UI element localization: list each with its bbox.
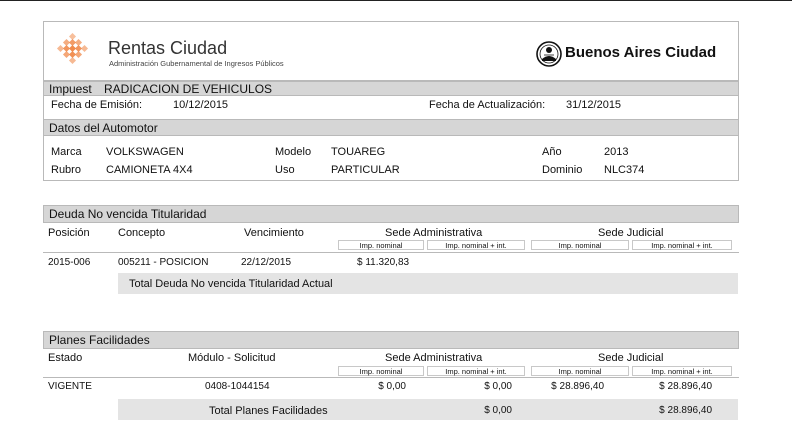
planes-title: Planes Facilidades	[49, 333, 150, 347]
uso-label: Uso	[275, 164, 295, 176]
planes-col-sede-admin: Sede Administrativa	[385, 352, 483, 364]
rubro-label: Rubro	[51, 164, 81, 176]
dominio-label: Dominio	[542, 164, 583, 176]
planes-col-modulo: Módulo - Solicitud	[188, 352, 276, 364]
org-subtitle: Administración Gubernamental de Ingresos Públicos	[109, 59, 284, 68]
fecha-emision-label: Fecha de Emisión:	[51, 99, 143, 111]
deuda-row-concepto: 005211 - POSICION	[118, 257, 209, 268]
top-rule	[0, 0, 792, 1]
planes-sub-judicial-nominal: Imp. nominal	[531, 366, 629, 376]
fecha-actualizacion-label: Fecha de Actualización:	[429, 99, 546, 111]
deuda-row-divider	[43, 252, 739, 253]
planes-row-admin-nominal: $ 0,00	[378, 381, 406, 392]
deuda-sub-judicial-nominal: Imp. nominal	[531, 240, 629, 250]
deuda-sub-admin-nominal: Imp. nominal	[338, 240, 424, 250]
planes-row-admin-nominal-int: $ 0,00	[484, 381, 512, 392]
deuda-sub-admin-nominal-int: Imp. nominal + int.	[427, 240, 525, 250]
city-name: Buenos Aires Ciudad	[565, 44, 717, 61]
impuesto-label: Impuest	[49, 82, 92, 96]
deuda-sub-judicial-nominal-int: Imp. nominal + int.	[632, 240, 732, 250]
impuesto-value: RADICACION DE VEHICULOS	[104, 82, 273, 96]
deuda-row-admin-nominal: $ 11.320,83	[357, 257, 410, 268]
planes-row-judicial-nominal-int: $ 28.896,40	[659, 381, 712, 392]
automotor-title: Datos del Automotor	[49, 121, 158, 135]
deuda-col-posicion: Posición	[48, 227, 90, 239]
planes-total-admin: $ 0,00	[484, 405, 512, 416]
modelo-value: TOUAREG	[331, 146, 386, 158]
deuda-col-sede-admin: Sede Administrativa	[385, 227, 483, 239]
deuda-col-concepto: Concepto	[118, 227, 166, 239]
planes-total-label: Total Planes Facilidades	[209, 405, 328, 417]
planes-sub-admin-nominal: Imp. nominal	[338, 366, 424, 376]
uso-value: PARTICULAR	[331, 164, 400, 176]
deuda-col-sede-judicial: Sede Judicial	[598, 227, 664, 239]
planes-sub-admin-nominal-int: Imp. nominal + int.	[427, 366, 525, 376]
fecha-actualizacion-value: 31/12/2015	[566, 99, 622, 111]
rubro-value: CAMIONETA 4X4	[106, 164, 193, 176]
city-seal-icon	[536, 41, 562, 67]
deuda-row-vencimiento: 22/12/2015	[241, 257, 292, 268]
marca-label: Marca	[51, 146, 82, 158]
deuda-col-vencimiento: Vencimiento	[244, 227, 304, 239]
dominio-value: NLC374	[604, 164, 645, 176]
modelo-label: Modelo	[275, 146, 312, 158]
anio-value: 2013	[604, 146, 629, 158]
marca-value: VOLKSWAGEN	[106, 146, 184, 158]
planes-col-sede-judicial: Sede Judicial	[598, 352, 664, 364]
planes-row-divider	[43, 377, 739, 378]
anio-label: Año	[542, 146, 562, 158]
diamond-mosaic-icon	[52, 33, 94, 67]
planes-row-judicial-nominal: $ 28.896,40	[551, 381, 604, 392]
org-name: Rentas Ciudad	[108, 38, 228, 58]
deuda-total-label: Total Deuda No vencida Titularidad Actual	[129, 278, 333, 290]
planes-col-estado: Estado	[48, 352, 83, 364]
planes-total-judicial: $ 28.896,40	[659, 405, 712, 416]
planes-sub-judicial-nominal-int: Imp. nominal + int.	[632, 366, 732, 376]
fecha-emision-value: 10/12/2015	[173, 99, 229, 111]
deuda-title: Deuda No vencida Titularidad	[49, 207, 207, 221]
deuda-row-posicion: 2015-006	[48, 257, 91, 268]
planes-row-modulo: 0408-1044154	[205, 381, 270, 392]
planes-row-estado: VIGENTE	[48, 381, 92, 392]
